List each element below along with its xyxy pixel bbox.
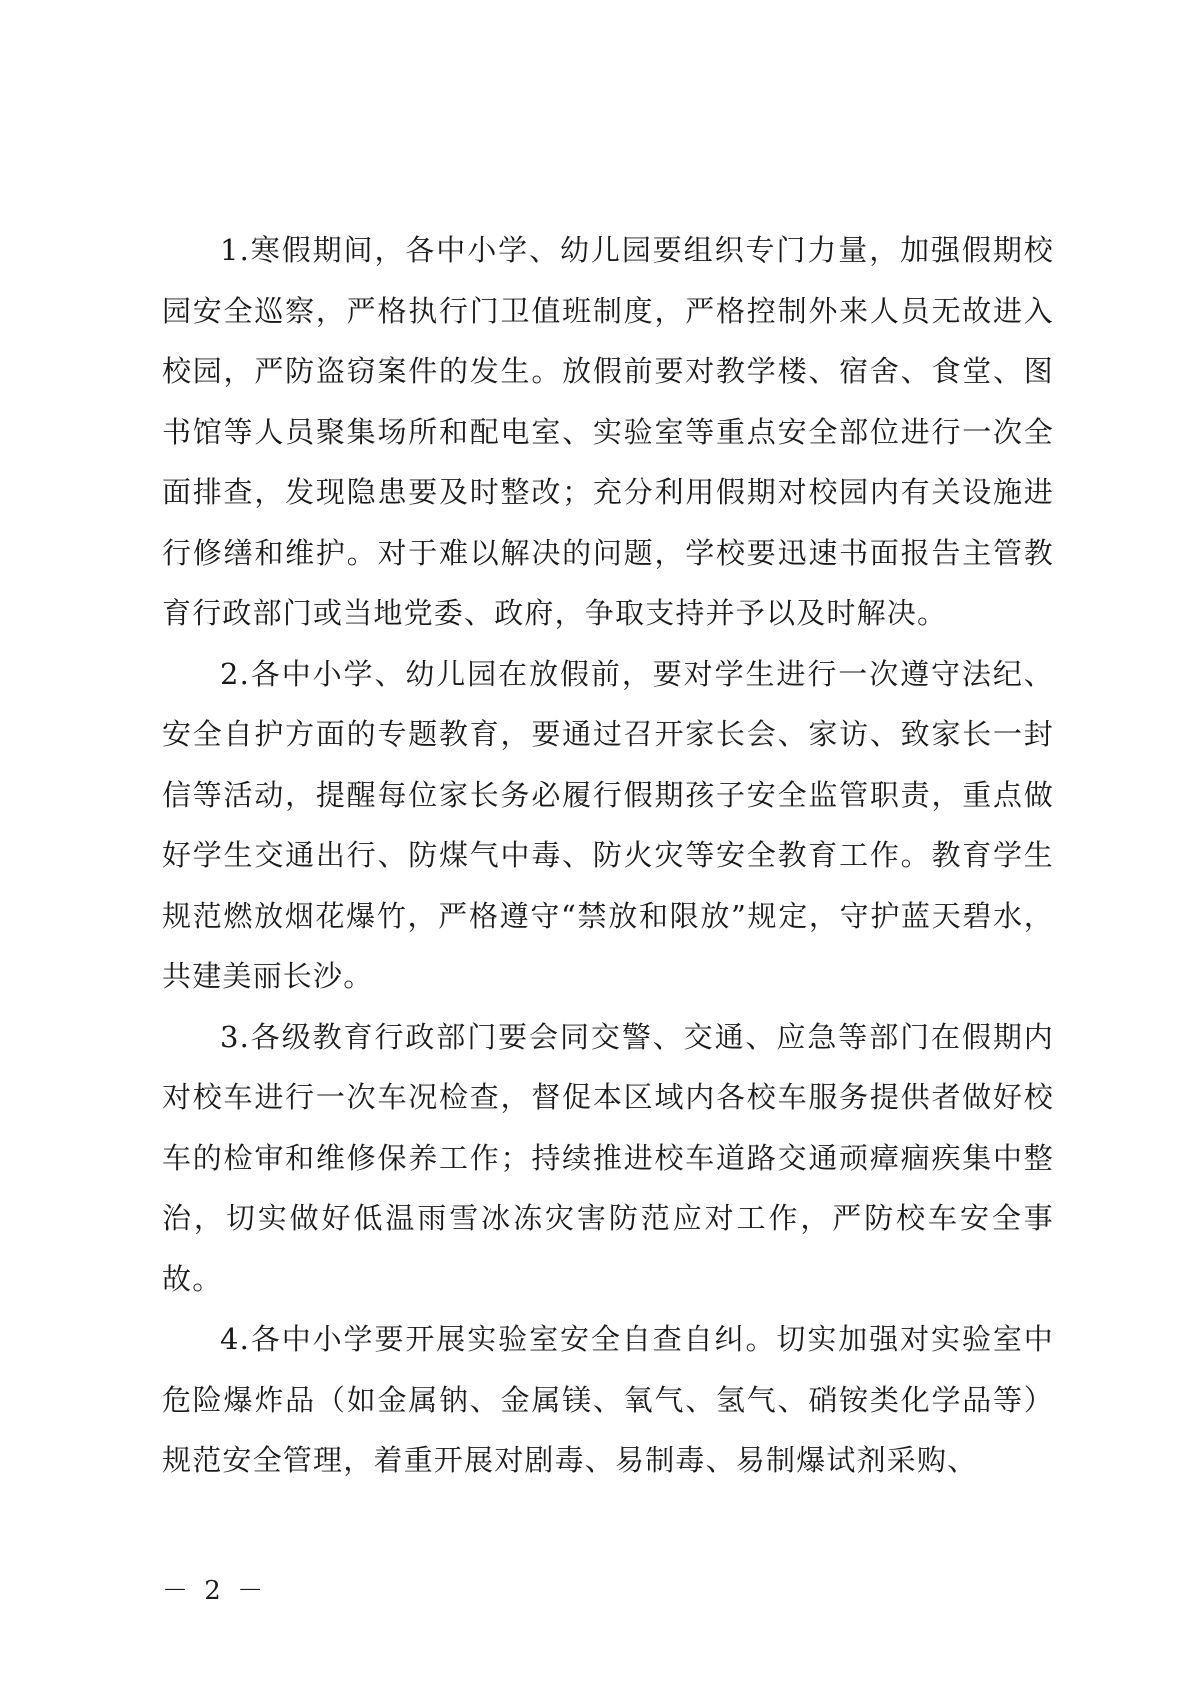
document-body: [162, 220, 1054, 1491]
paragraph-1: 1.寒假期间，各中小学、幼儿园要组织专门力量，加强假期校园安全巡察，严格执行门卫值班制度，严格控制外来人员无故进入校园，严防盗窃案件的发生。放假前要对教学楼、宿舍、食堂、图书馆等人员聚集场所和配电室、实验室等重点安全部位进行一次全面排查，发现隐患要及时整改；充分利用假期对校园内有关设施进行修缮和维护。对于难以解决的问题，学校要迅速书面报告主管教育行政部门或当地党委、政府，争取支持并予以及时解决。: [162, 233, 1054, 630]
paragraph-2: 2.各中小学、幼儿园在放假前，要对学生进行一次遵守法纪、安全自护方面的专题教育，要通过召开家长会、家访、致家长一封信等活动，提醒每位家长务必履行假期孩子安全监管职责，重点做好学生交通出行、防煤气中毒、防火灾等安全教育工作。教育学生规范燃放烟花爆竹，严格遵守“禁放和限放”规定，守护蓝天碧水，共建美丽长沙。: [162, 656, 1054, 993]
page-number: － 2 －: [162, 1576, 268, 1606]
paragraph-3: 3.各级教育行政部门要会同交警、交通、应急等部门在假期内对校车进行一次车况检查，督促本区域内各校车服务提供者做好校车的检审和维修保养工作；持续推进校车道路交通顽瘴痼疾集中整治，切实做好低温雨雪冰冻灾害防范应对工作，严防校车安全事故。: [162, 1019, 1054, 1296]
paragraph-4: 4.各中小学要开展实验室安全自查自纠。切实加强对实验室中危险爆炸品（如金属钠、金属镁、氧气、氢气、硝铵类化学品等）规范安全管理，着重开展对剧毒、易制毒、易制爆试剂采购、: [162, 1322, 1054, 1477]
